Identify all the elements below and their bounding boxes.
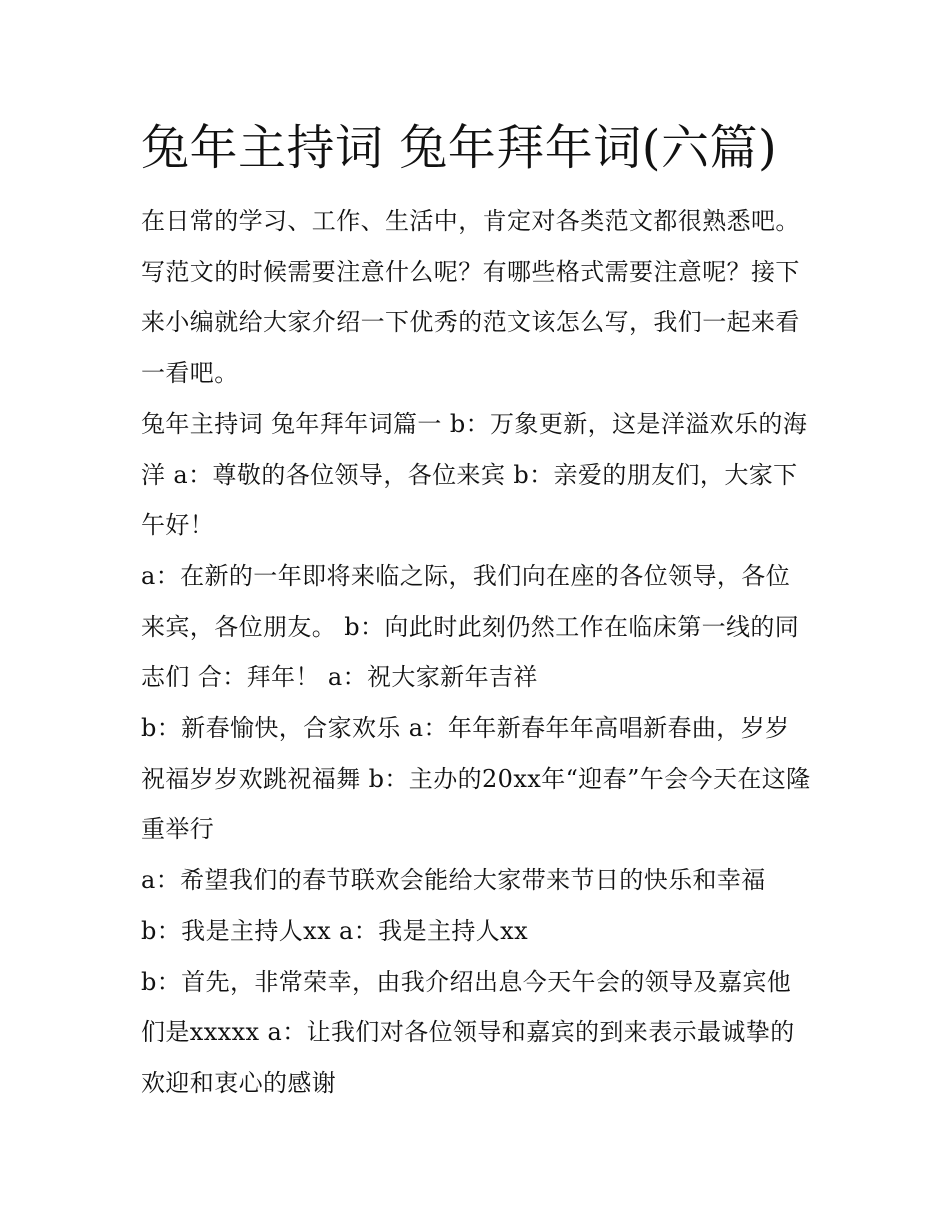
paragraph-6: b：首先，非常荣幸，由我介绍出息今天午会的领导及嘉宾他们是xxxxx a：让我们对各位领导和嘉宾的到来表示最诚挚的欢迎和衷心的感谢 xyxy=(141,967,795,1097)
document-title: 兔年主持词 兔年拜年词(六篇) xyxy=(141,120,778,176)
paragraph-intro: 在日常的学习、工作、生活中，肯定对各类范文都很熟悉吧。写范文的时候需要注意什么呢？有哪些格式需要注意呢？接下来小编就给大家介绍一下优秀的范文该怎么写，我们一起来看一看吧。 xyxy=(141,207,800,388)
paragraph-3: b：新春愉快，合家欢乐 a：年年新春年年高唱新春曲，岁岁祝福岁岁欢跳祝福舞 b：主办的20xx年“迎春”午会今天在这隆重举行 xyxy=(141,714,811,844)
paragraph-5: b：我是主持人xx a：我是主持人xx xyxy=(141,916,529,945)
paragraph-2: a：在新的一年即将来临之际，我们向在座的各位领导，各位来宾，各位朋友。 b：向此时此刻仍然工作在临床第一线的同志们 合：拜年！ a：祝大家新年吉祥 xyxy=(141,561,800,692)
document-body xyxy=(141,112,813,1109)
paragraph-4: a：希望我们的春节联欢会能给大家带来节日的快乐和幸福 xyxy=(141,866,766,895)
paragraph-1: 兔年主持词 兔年拜年词篇一 b：万象更新，这是洋溢欢乐的海洋 a：尊敬的各位领导，各位来宾 b：亲爱的朋友们，大家下午好！ xyxy=(141,409,808,540)
